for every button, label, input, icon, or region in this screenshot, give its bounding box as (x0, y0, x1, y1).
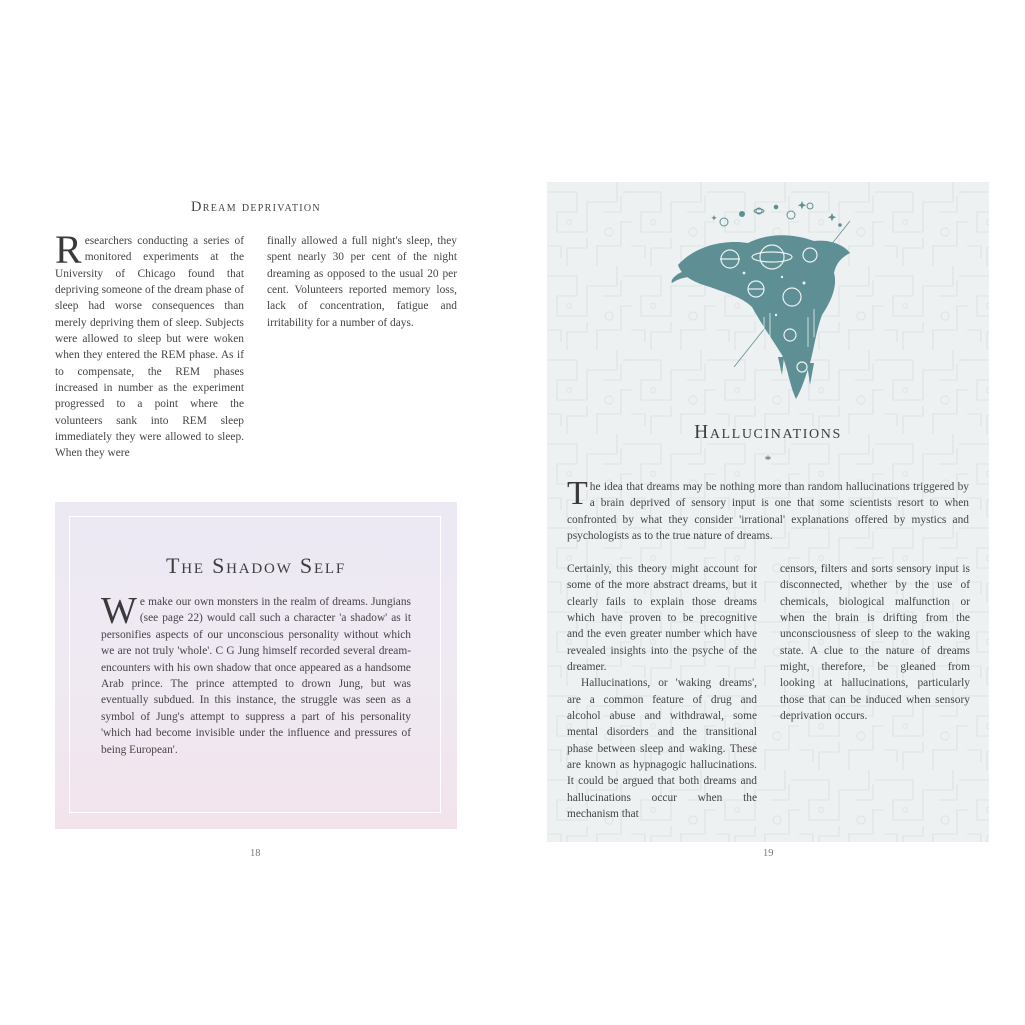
floating-island-planets-icon (664, 197, 878, 405)
dropcap-t: T (567, 475, 588, 512)
dropcap-r: R (55, 227, 82, 272)
hallucinations-paragraph-2: Hallucinations, or 'waking dreams', are a common feature of drug and alcohol abuse and withdrawal, some mental disorders and the transitional phase between sleep and waking. These are known as hypnagogic hallucinations. It could be argued that both dreams and hallucinations occur when the mechanism that (567, 677, 757, 821)
shadow-self-text-block (101, 590, 411, 758)
section-title-hallucinations: Hallucinations (694, 422, 842, 443)
hallucinations-column-1 (567, 561, 757, 825)
ornament-asterisk: * (764, 452, 772, 467)
shadow-self-title: The Shadow Self (165, 553, 347, 578)
hallucinations-paragraph-3: censors, filters and sorts sensory input is disconnected, whether by the use of chemicals, biological malfunction or when the brain is drifting from the unconsciousness of sleep to the waking state. A clue to the nature of dreams might, therefore, be gleaned from looking at hallucinations, particularly those that can be induced when sensory deprivation occurs. (780, 563, 970, 723)
hallucinations-intro (567, 475, 969, 544)
hallucinations-paragraph-1: Certainly, this theory might account for some of the more abstract dreams, but it clearly fails to explain those dreams which have proven to be precognitive and the even greater number which have revealed insights into the psyche of the dreamer. (567, 563, 757, 674)
hallucinations-intro-text: he idea that dreams may be nothing more than random hallucinations triggered by a brain deprived of sensory input is one that some scientists resort to when confronted by what they consider 'irrational' explanations offered by mystics and psychologists as to the true nature of dreams. (567, 481, 969, 542)
dropcap-w: W (101, 590, 137, 632)
shadow-self-text: e make our own monsters in the realm of dreams. Jungians (see page 22) would call such a character 'a shadow' as it personifies aspects of our unconscious personality without which we are not truly 'whole'. C G Jung himself recorded several dream-encounters with his own shadow that once appeared as a handsome Arab prince. The prince attempted to drown Jung, but was eventually subdued. In this instance, the struggle was seen as a symbol of Jung's attempt to suppress a part of his personality 'which had become invisible under the influence and pressures of being European'. (101, 596, 411, 756)
dream-deprivation-column-1 (55, 227, 244, 462)
page-number-right: 19 (763, 848, 774, 859)
hallucinations-column-2 (780, 561, 970, 724)
page-number-left: 18 (250, 848, 261, 859)
dream-deprivation-column-2 (267, 233, 457, 331)
dream-deprivation-text-2: finally allowed a full night's sleep, they spent nearly 30 per cent of the night dreaming as opposed to the usual 20 per cent. Volunteers reported memory loss, lack of concentration, fatigue and irritability for a number of days. (267, 235, 457, 329)
dream-deprivation-text-1: esearchers conducting a series of monitored experiments at the University of Chicago found that depriving someone of the dream phase of sleep had worse consequences than merely depriving them of sleep. Subjects were allowed to sleep but were woken when they entered the REM phase. As if to compensate, the REM phases increased in number as the experiment progressed to a point where the volunteers sank into REM sleep immediately they were allowed to sleep. When they were (55, 235, 244, 460)
section-title-dream-deprivation: Dream deprivation (191, 199, 321, 215)
